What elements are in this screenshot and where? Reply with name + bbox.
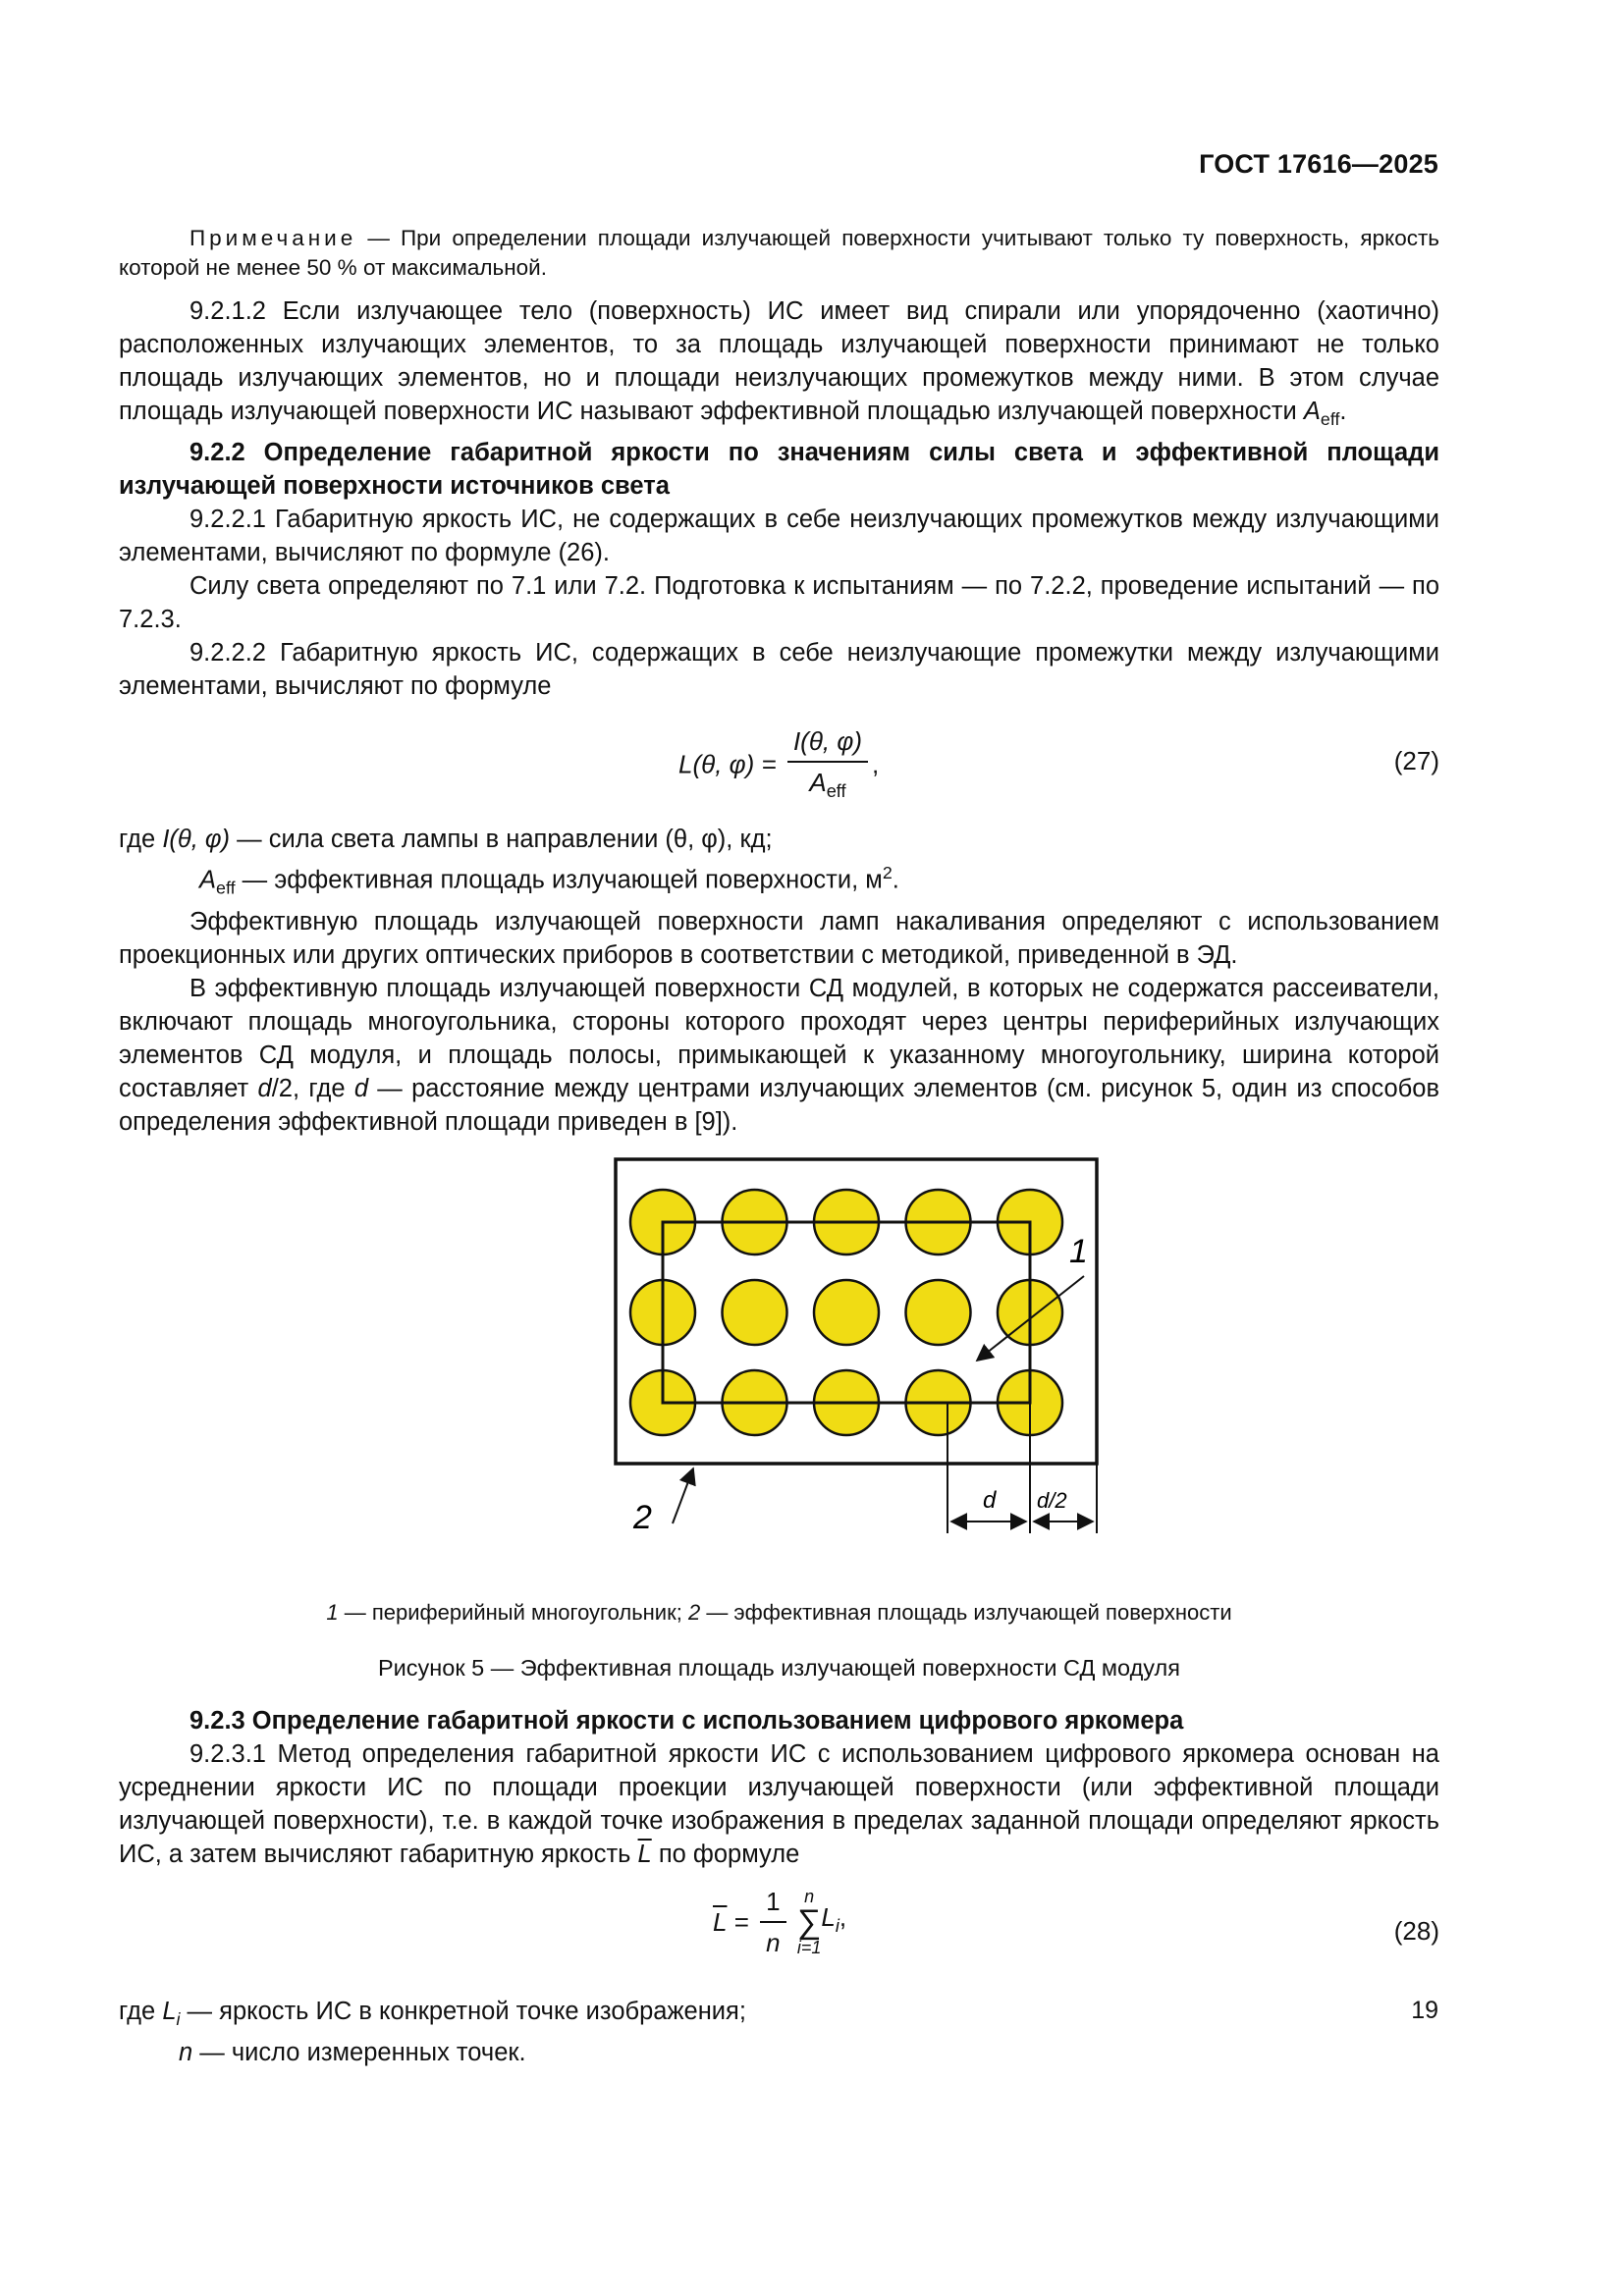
figure-5 — [119, 1152, 1439, 1594]
key-text-1: — периферийный многоугольник; — [338, 1599, 688, 1625]
note-text: — При определении площади излучающей поверхности учитывают только ту поверхность, яркость которой не менее 50 % от максимальной. — [119, 226, 1439, 280]
paragraph-text: 9.2.1.2 Если излучающее тело (поверхность) ИС имеет вид спирали или упорядоченно (хаотично) расположенных излучающих элементов, то за площадь излучающей поверхности принимают не только площадь излучающих элементов, но и площади неизлучающих промежутков между ними. В этом случае площадь излучающей поверхности ИС называют эффективной площадью излучающей поверхности — [119, 297, 1439, 425]
heading-9-2-2: 9.2.2 Определение габаритной яркости по значениям силы света и эффективной площади излучающей поверхности источников света — [119, 439, 1439, 500]
summation — [797, 1888, 822, 1956]
formula-28-comma: , — [839, 1902, 847, 1932]
where-def-2-end: . — [892, 866, 899, 894]
fraction-numerator: I(θ, φ) — [787, 724, 868, 763]
paragraph-text: 9.2.3.1 Метод определения габаритной яркости ИС с использованием цифрового яркомера основан на усреднении яркости ИС по площади проекции излучающей поверхности (или эффективной площади излучающей поверхности), т.е. в каждой точке изображения в пределах заданной площади определяют яркость ИС, а затем вычисляют габаритную яркость — [119, 1739, 1439, 1868]
var-d-1: d — [257, 1074, 272, 1102]
paragraph-9-2-1-2 — [119, 294, 1439, 436]
den-subscript: eff — [826, 781, 846, 801]
where-var-1: I(θ, φ) — [162, 826, 231, 853]
formula-28-lhs: $\overline{L}$ — [713, 1906, 728, 1937]
leader-line-2 — [673, 1468, 693, 1523]
formula-28 — [119, 1885, 1439, 1983]
formula-comma: , — [872, 749, 880, 779]
where-line-1 — [119, 823, 1439, 856]
where28-def-2: — число измеренных точек. — [192, 2038, 526, 2066]
where-def-1: — сила света лампы в направлении (θ, φ), кд; — [230, 826, 773, 853]
formula-28-body — [713, 1885, 846, 1959]
led-grid — [630, 1190, 1062, 1435]
where-var-2: A — [199, 866, 217, 894]
where28-line-2 — [119, 2036, 1439, 2069]
where28-var-1: L — [162, 1997, 177, 2025]
page-content — [119, 224, 1439, 2069]
subscript-eff: eff — [1320, 409, 1340, 429]
equation-number-28: (28) — [1393, 1915, 1439, 1946]
text-a: В эффективную площадь излучающей поверхности СД модулей, в которых не содержатся рассеиватели, включают площадь многоугольника, стороны которого проходят через центры периферийных излучающих элементов СД модуля, и площадь полосы, примыкающей к указанному многоугольнику, ширина которой составляет — [119, 974, 1439, 1102]
dim-label-d2: d/2 — [1037, 1487, 1067, 1513]
numerator-1: 1 — [760, 1885, 785, 1923]
sum-term: L — [821, 1902, 836, 1932]
paragraph-9-2-2-2: 9.2.2.2 Габаритную яркость ИС, содержащих в себе неизлучающие промежутки между излучающими элементами, вычисляют по формуле — [119, 639, 1439, 700]
where-var-2-sub: eff — [216, 878, 236, 898]
key-text-2: — эффективная площадь излучающей поверхности — [700, 1599, 1232, 1625]
equation-number-27: (27) — [1393, 746, 1439, 775]
where28-prefix: где — [119, 1997, 156, 2025]
led-element — [723, 1280, 787, 1345]
equals: = — [727, 1906, 749, 1937]
sum-sign: ∑ — [796, 1902, 822, 1941]
key-num-2: 2 — [687, 1599, 701, 1625]
label-1: 1 — [1069, 1232, 1088, 1270]
figure-key — [119, 1598, 1439, 1628]
paragraph-9-2-3-1 — [119, 1737, 1439, 1871]
sum-upper: n — [804, 1886, 815, 1906]
where-block-27 — [119, 823, 1439, 905]
where28-var-2: n — [179, 2038, 193, 2066]
led-element — [906, 1280, 971, 1345]
note — [119, 224, 1439, 283]
period: . — [1339, 398, 1347, 425]
where28-line-1 — [119, 1995, 1439, 2036]
paragraph-9-2-2-1: 9.2.2.1 Габаритную яркость ИС, не содержащих в себе неизлучающих промежутков между излучающими элементами, вычисляют по формуле (26). — [119, 506, 1439, 566]
page-number: 19 — [1411, 1997, 1438, 2024]
paragraph-end: по формуле — [651, 1840, 800, 1868]
where28-def-1: — яркость ИС в конкретной точке изображения; — [180, 1997, 746, 2025]
fraction-denominator — [787, 763, 868, 808]
where28-var-1-sub: i — [176, 2008, 181, 2029]
document-code: ГОСТ 17616—2025 — [1199, 149, 1438, 179]
where-block-28 — [119, 1995, 1439, 2069]
where-line-2 — [119, 856, 1439, 905]
paragraph-incandescent: Эффективную площадь излучающей поверхности ламп накаливания определяют с использованием проекционных или других оптических приборов в соответствии с методикой, приведенной в ЭД. — [119, 907, 1439, 969]
heading-9-2-3: 9.2.3 Определение габаритной яркости с использованием цифрового яркомера — [189, 1706, 1184, 1735]
where-prefix: где — [119, 826, 156, 853]
formula-lhs: L(θ, φ) = — [678, 749, 777, 779]
key-num-1: 1 — [326, 1599, 339, 1625]
figure-caption: Рисунок 5 — Эффективная площадь излучающей поверхности СД модуля — [378, 1654, 1180, 1681]
formula-27-body — [678, 724, 879, 808]
formula-27 — [119, 717, 1439, 811]
text-b: /2, где — [271, 1074, 354, 1102]
var-d-2: d — [353, 1074, 369, 1102]
den-symbol: A — [809, 768, 827, 797]
fraction — [787, 724, 868, 808]
text-c: — расстояние между центрами излучающих элементов (см. рисунок 5, один из способов определения эффективной площади приведен в [9]). — [119, 1074, 1439, 1136]
sum-lower: i=1 — [796, 1937, 822, 1957]
note-label: Примечание — [189, 226, 357, 250]
paragraph-led-modules — [119, 972, 1439, 1139]
paragraph-luminous-intensity: Силу света определяют по 7.1 или 7.2. Подготовка к испытаниям — по 7.2.2, проведение испытаний — по 7.2.3. — [119, 572, 1439, 633]
where-def-2: — эффективная площадь излучающей поверхности, м — [235, 866, 883, 894]
symbol-l-bar: $\overline{L}$ — [637, 1840, 652, 1868]
sum-term-sub: i — [835, 1916, 839, 1936]
denominator-n: n — [766, 1927, 781, 1957]
label-2: 2 — [633, 1498, 652, 1536]
led-element — [814, 1280, 879, 1345]
led-module-diagram — [472, 1152, 1101, 1594]
symbol-a: A — [1303, 398, 1321, 425]
dim-label-d: d — [983, 1486, 997, 1514]
where-def-2-sup: 2 — [882, 863, 893, 882]
fraction-28 — [760, 1885, 785, 1959]
